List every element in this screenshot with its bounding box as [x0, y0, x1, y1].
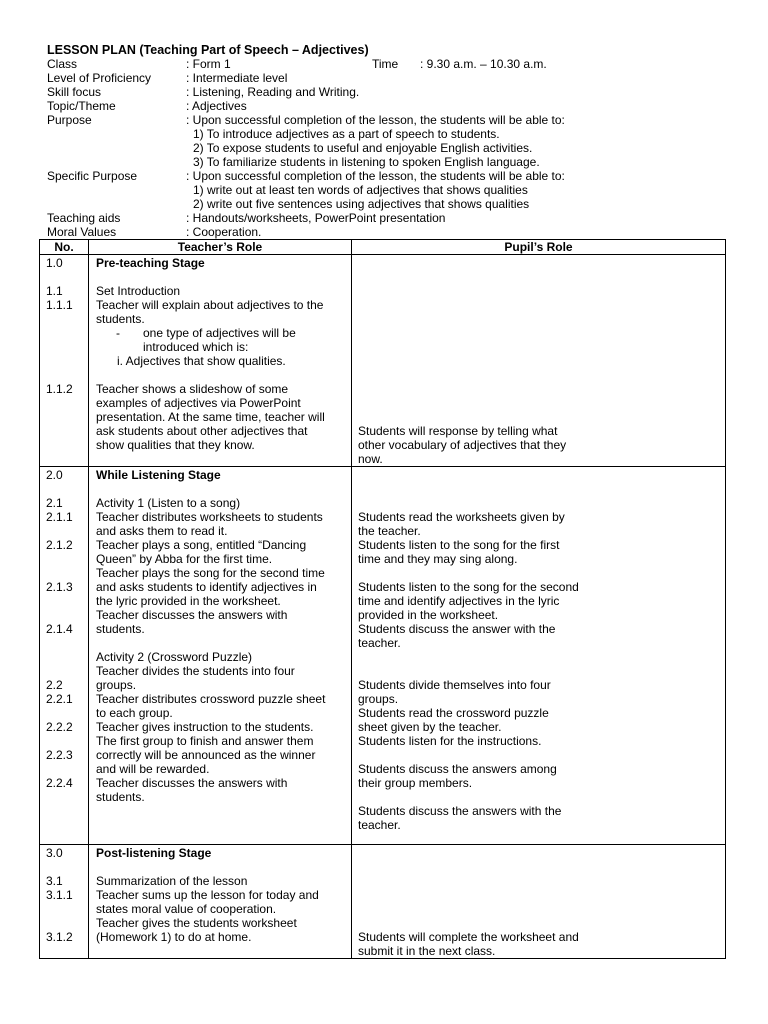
info-purpose-row [47, 113, 727, 127]
teacher-line: groups. [96, 678, 137, 692]
teacher-line: Teacher gives the students worksheet [96, 916, 297, 930]
skill-value: : Listening, Reading and Writing. [186, 85, 360, 99]
pupil-cell [352, 255, 726, 467]
specific-label: Specific Purpose [47, 169, 138, 183]
teacher-line: Queen” by Abba for the first time. [96, 552, 273, 566]
pupil-line: other vocabulary of adjectives that they [358, 438, 567, 452]
aids-value: : Handouts/worksheets, PowerPoint presentation [186, 211, 446, 225]
purpose-item-text: 3) To familiarize students in listening to spoken English language. [193, 155, 540, 169]
teacher-line: Teacher shows a slideshow of some [96, 382, 289, 396]
teacher-line: Summarization of the lesson [96, 874, 248, 888]
teacher-line: Activity 1 (Listen to a song) [96, 496, 241, 510]
step-number: 3.1.1 [46, 888, 73, 902]
step-number: 3.1.2 [46, 930, 73, 944]
header-no: No. [40, 240, 89, 255]
teacher-line: Teacher discusses the answers with [96, 776, 288, 790]
pupil-line: submit it in the next class. [358, 944, 496, 958]
teacher-line: states moral value of cooperation. [96, 902, 277, 916]
teacher-cell [89, 255, 352, 467]
teacher-line: Teacher divides the students into four [96, 664, 295, 678]
stage-title: Post-listening Stage [96, 846, 212, 860]
step-number: 1.1.1 [46, 298, 73, 312]
step-number: 1.0 [46, 256, 63, 270]
teacher-line: students. [96, 312, 145, 326]
topic-value: : Adjectives [186, 99, 247, 113]
pupil-line: Students read the worksheets given by [358, 510, 565, 524]
teacher-line: (Homework 1) to do at home. [96, 930, 252, 944]
table-row [40, 255, 726, 467]
info-aids-row [47, 211, 727, 225]
teacher-cell [89, 845, 352, 959]
level-value: : Intermediate level [186, 71, 288, 85]
teacher-line: Teacher plays the song for the second time [96, 566, 325, 580]
number-cell [40, 255, 89, 467]
time-label: Time [372, 57, 399, 71]
pupil-line: the teacher. [358, 524, 421, 538]
info-specific-row [47, 169, 727, 183]
teacher-line: show qualities that they know. [96, 438, 255, 452]
pupil-line: Students listen for the instructions. [358, 734, 542, 748]
pupil-line: sheet given by the teacher. [358, 720, 502, 734]
info-class-row [47, 57, 727, 71]
teacher-line: the lyric provided in the worksheet. [96, 594, 281, 608]
step-number: 2.2.2 [46, 720, 73, 734]
pupil-line: Students will response by telling what [358, 424, 558, 438]
pupil-line: Students discuss the answers among [358, 762, 557, 776]
pupil-cell [352, 845, 726, 959]
table-header-row [40, 240, 726, 255]
teacher-line: and asks students to identify adjectives in [96, 580, 317, 594]
pupil-line: Students listen to the song for the first [358, 538, 560, 552]
pupil-line: teacher. [358, 818, 401, 832]
teacher-line: one type of adjectives will be [143, 326, 296, 340]
teacher-line: The first group to finish and answer them [96, 734, 314, 748]
stage-title: Pre-teaching Stage [96, 256, 205, 270]
table-row [40, 845, 726, 959]
pupil-line: Students listen to the song for the second [358, 580, 579, 594]
pupil-line: time and identify adjectives in the lyric [358, 594, 560, 608]
step-number: 2.0 [46, 468, 63, 482]
lesson-info [47, 57, 727, 239]
specific-item-text: 1) write out at least ten words of adjectives that shows qualities [193, 183, 528, 197]
pupil-line: Students divide themselves into four [358, 678, 551, 692]
purpose-item-text: 2) To expose students to useful and enjoyable English activities. [193, 141, 533, 155]
pupil-line: their group members. [358, 776, 473, 790]
teacher-line: Teacher discusses the answers with [96, 608, 288, 622]
step-number: 2.2.4 [46, 776, 73, 790]
teacher-line: correctly will be announced as the winner [96, 748, 316, 762]
teacher-line: students. [96, 622, 145, 636]
purpose-item [47, 155, 727, 169]
purpose-label: Purpose [47, 113, 92, 127]
teacher-line: Teacher distributes crossword puzzle sheet [96, 692, 326, 706]
step-number: 2.2.3 [46, 748, 73, 762]
teacher-line: Teacher sums up the lesson for today and [96, 888, 319, 902]
pupil-line: provided in the worksheet. [358, 608, 499, 622]
class-value: : Form 1 [186, 57, 231, 71]
step-number: 3.1 [46, 874, 63, 888]
topic-label: Topic/Theme [47, 99, 116, 113]
teacher-line: students. [96, 790, 145, 804]
step-number: 2.1.1 [46, 510, 73, 524]
pupil-line: time and they may sing along. [358, 552, 518, 566]
teacher-line: examples of adjectives via PowerPoint [96, 396, 301, 410]
teacher-line: and asks them to read it. [96, 524, 228, 538]
teacher-line: ask students about other adjectives that [96, 424, 308, 438]
skill-label: Skill focus [47, 85, 102, 99]
teacher-line: i. Adjectives that show qualities. [117, 354, 286, 368]
header-teacher-role: Teacher’s Role [89, 240, 352, 255]
teacher-line: Teacher distributes worksheets to students [96, 510, 323, 524]
pupil-line: teacher. [358, 636, 401, 650]
teacher-line: Teacher plays a song, entitled “Dancing [96, 538, 307, 552]
step-number: 2.1.3 [46, 580, 73, 594]
teacher-line: Activity 2 (Crossword Puzzle) [96, 650, 253, 664]
specific-item [47, 197, 727, 211]
step-number: 2.1.2 [46, 538, 73, 552]
info-level-row [47, 71, 727, 85]
moral-label: Moral Values [47, 225, 117, 239]
purpose-item [47, 127, 727, 141]
class-label: Class [47, 57, 78, 71]
time-value: : 9.30 a.m. – 10.30 a.m. [420, 57, 547, 71]
specific-value: : Upon successful completion of the lesson, the students will be able to: [186, 169, 565, 183]
info-moral-row [47, 225, 727, 239]
pupil-line: Students discuss the answer with the [358, 622, 556, 636]
teacher-line: Teacher gives instruction to the students. [96, 720, 314, 734]
stage-title: While Listening Stage [96, 468, 221, 482]
step-number: 2.1.4 [46, 622, 73, 636]
step-number: 2.2.1 [46, 692, 73, 706]
pupil-line: Students discuss the answers with the [358, 804, 562, 818]
teacher-line: Set Introduction [96, 284, 181, 298]
teacher-line: Teacher will explain about adjectives to the [96, 298, 324, 312]
level-label: Level of Proficiency [47, 71, 152, 85]
header-pupil-role: Pupil’s Role [352, 240, 726, 255]
bullet-dash: - [116, 326, 120, 340]
teacher-line: introduced which is: [143, 340, 249, 354]
step-number: 2.2 [46, 678, 63, 692]
teacher-cell [89, 467, 352, 845]
pupil-line: groups. [358, 692, 399, 706]
info-topic-row [47, 99, 727, 113]
lesson-plan-table [39, 239, 726, 959]
aids-label: Teaching aids [47, 211, 121, 225]
step-number: 1.1.2 [46, 382, 73, 396]
document-title: LESSON PLAN (Teaching Part of Speech – Adjectives) [47, 43, 369, 57]
pupil-line: Students will complete the worksheet and [358, 930, 579, 944]
table-row [40, 467, 726, 845]
pupil-line: now. [358, 452, 383, 466]
specific-item [47, 183, 727, 197]
teacher-line: to each group. [96, 706, 173, 720]
step-number: 2.1 [46, 496, 63, 510]
purpose-value: : Upon successful completion of the lesson, the students will be able to: [186, 113, 565, 127]
pupil-line: Students read the crossword puzzle [358, 706, 549, 720]
specific-item-text: 2) write out five sentences using adjectives that shows qualities [193, 197, 530, 211]
number-cell [40, 467, 89, 845]
step-number: 1.1 [46, 284, 63, 298]
purpose-item [47, 141, 727, 155]
pupil-cell [352, 467, 726, 845]
info-skill-row [47, 85, 727, 99]
teacher-line: presentation. At the same time, teacher will [96, 410, 325, 424]
teacher-line: and will be rewarded. [96, 762, 210, 776]
step-number: 3.0 [46, 846, 63, 860]
moral-value: : Cooperation. [186, 225, 262, 239]
purpose-item-text: 1) To introduce adjectives as a part of speech to students. [193, 127, 500, 141]
number-cell [40, 845, 89, 959]
